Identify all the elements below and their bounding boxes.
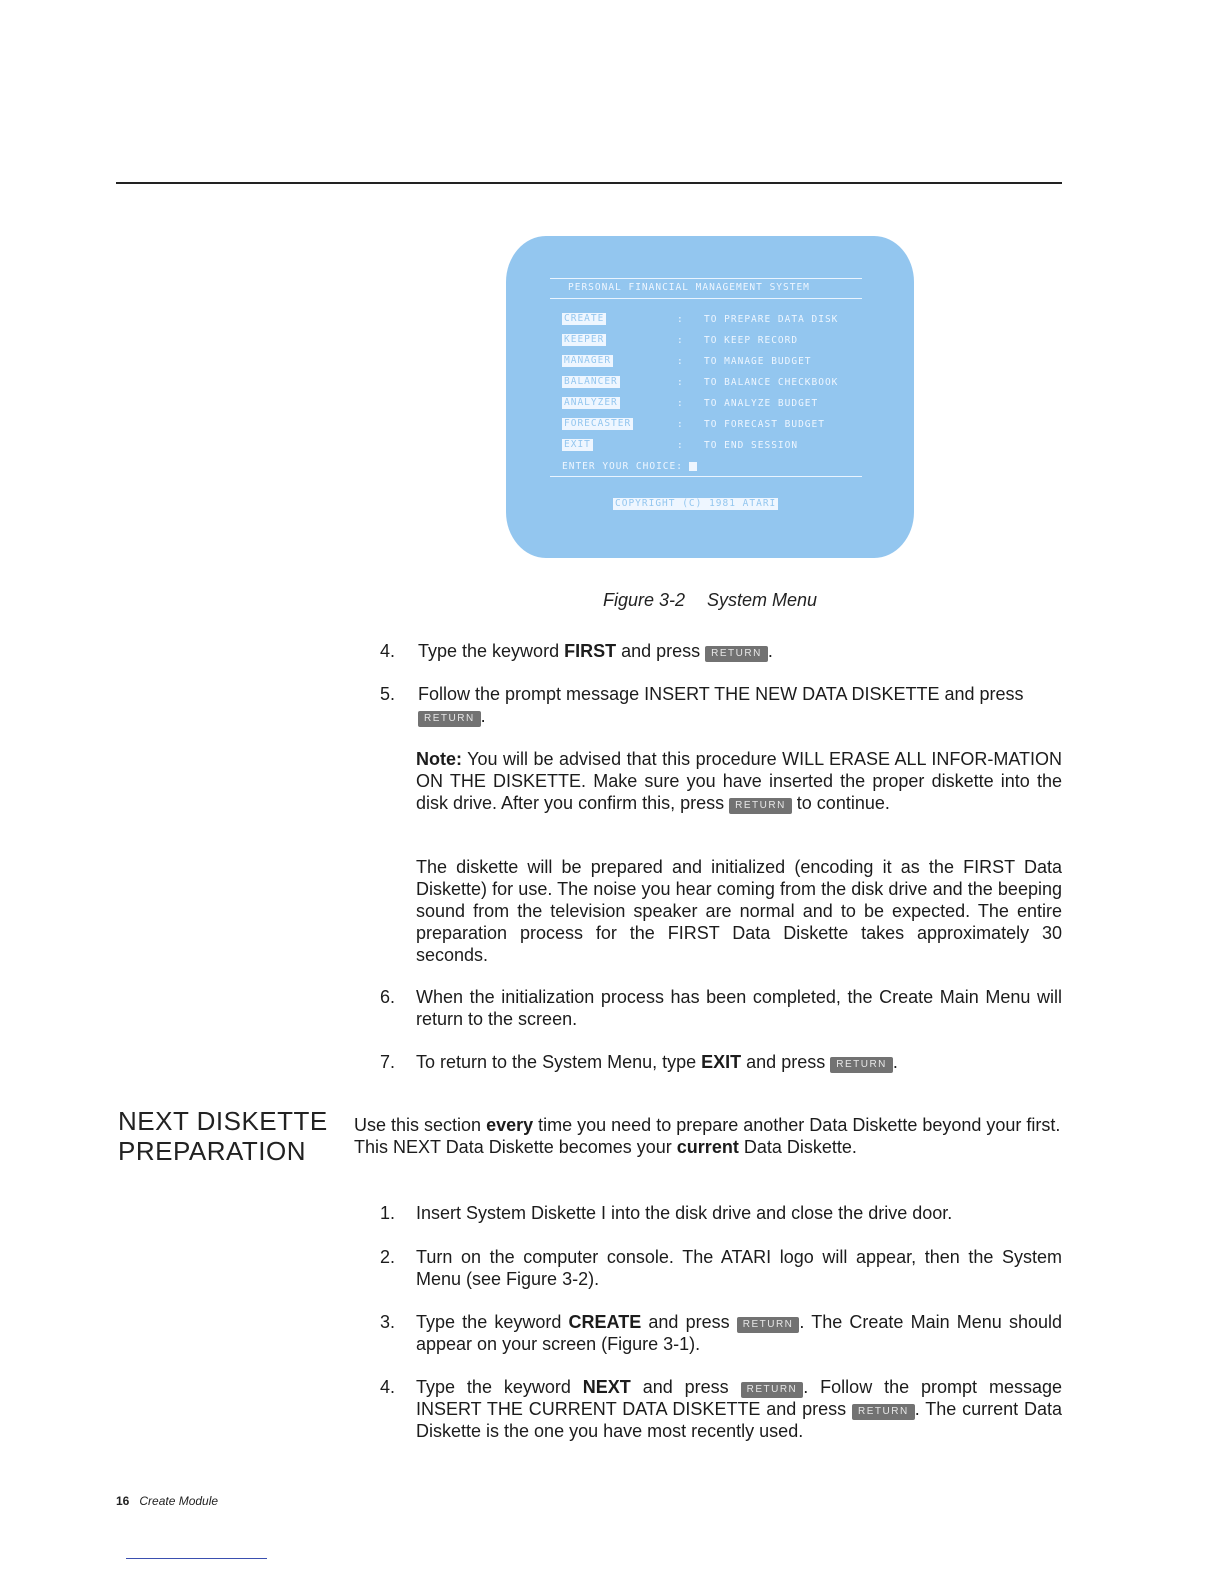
figure-number: Figure 3-2: [602, 590, 685, 610]
step-number: 7.: [380, 1052, 396, 1072]
menu-row-manager: [562, 354, 812, 368]
menu-desc: TO END SESSION: [704, 439, 799, 451]
screen-title: PERSONAL FINANCIAL MANAGEMENT SYSTEM: [568, 282, 810, 293]
menu-row-create: [562, 312, 839, 326]
keyword: FIRST: [564, 641, 617, 661]
screen-rule-bottom: [550, 476, 862, 477]
return-key-icon: RETURN: [737, 1317, 800, 1333]
menu-sep: :: [677, 439, 684, 451]
menu-key: BALANCER: [564, 376, 618, 387]
section-intro: Use this section every time you need to prepare another Data Diskette beyond your first. This NEXT Data Diskette becomes your current Data Diskette.: [354, 1115, 1061, 1157]
step-number: 3.: [380, 1312, 396, 1332]
prompt-text: ENTER YOUR CHOICE:: [562, 460, 683, 472]
return-key-icon: RETURN: [418, 711, 481, 727]
figure-title: System Menu: [707, 590, 818, 610]
menu-row-analyzer: [562, 396, 819, 410]
menu-key: KEEPER: [564, 334, 605, 345]
step-number: 1.: [380, 1203, 396, 1223]
menu-desc: TO PREPARE DATA DISK: [704, 313, 839, 325]
menu-row-balancer: [562, 375, 839, 389]
page-footer: [116, 1494, 218, 1508]
copyright-text: COPYRIGHT (C) 1981 ATARI: [615, 498, 777, 509]
return-key-icon: RETURN: [705, 646, 768, 662]
menu-sep: :: [677, 418, 684, 430]
keyword: NEXT: [582, 1377, 631, 1397]
step-text: Type the keyword NEXT and press RETURN . Follow the prompt message INSERT THE CURRENT DATA DISKETTE and press RETURN . The current Data Diskette is the one you have most recently used.: [416, 1377, 1062, 1441]
step-text: Turn on the computer console. The ATARI logo will appear, then the System Menu (see Figure 3-2).: [416, 1247, 1062, 1289]
page-number: 16: [116, 1494, 130, 1508]
screen-rule-title: [550, 298, 862, 299]
step-number: 2.: [380, 1247, 396, 1267]
keyword: EXIT: [701, 1052, 742, 1072]
menu-key: FORECASTER: [564, 418, 632, 429]
menu-desc: TO BALANCE CHECKBOOK: [704, 376, 839, 388]
step-number: 4.: [380, 641, 396, 661]
menu-row-exit: [562, 438, 799, 452]
bottom-rule: [126, 1558, 267, 1559]
section-heading-line1: NEXT DISKETTE: [118, 1106, 328, 1136]
header-rule: [116, 182, 1062, 184]
step-text: When the initialization process has been completed, the Create Main Menu will return to the screen.: [416, 987, 1062, 1029]
step-number: 6.: [380, 987, 396, 1007]
figure-caption: [540, 590, 880, 611]
step-text: To return to the System Menu, type EXIT and press RETURN .: [416, 1052, 898, 1072]
module-name: Create Module: [139, 1494, 219, 1508]
screen-rule-top: [550, 278, 862, 279]
return-key-icon: RETURN: [852, 1404, 915, 1420]
menu-desc: TO FORECAST BUDGET: [704, 418, 825, 430]
choice-prompt: [562, 459, 697, 473]
cursor-block: [689, 462, 697, 471]
section-heading-line2: PREPARATION: [118, 1136, 307, 1166]
copyright-line: [613, 498, 778, 510]
menu-sep: :: [677, 397, 684, 409]
system-menu-screen: [506, 236, 914, 558]
preparation-paragraph: The diskette will be prepared and initialized (encoding it as the FIRST Data Diskette) for use. The noise you hear coming from the disk drive and the beeping sound from the television speaker are normal and to be expected. The entire preparation process for the FIRST Data Diskette takes approximately 30 seconds.: [416, 857, 1062, 965]
menu-sep: :: [677, 376, 684, 388]
step-text: Type the keyword FIRST and press RETURN .: [418, 641, 773, 661]
menu-key: MANAGER: [564, 355, 612, 366]
menu-sep: :: [677, 313, 684, 325]
step-number: 5.: [380, 684, 396, 704]
menu-key: EXIT: [564, 439, 591, 450]
menu-row-forecaster: [562, 417, 825, 431]
return-key-icon: RETURN: [741, 1382, 804, 1398]
menu-key: CREATE: [564, 313, 605, 324]
menu-desc: TO MANAGE BUDGET: [704, 355, 812, 367]
note-paragraph: Note: You will be advised that this procedure WILL ERASE ALL INFOR-MATION ON THE DISKETTE. Make sure you have inserted the proper diskette into the disk drive. After you confirm this, press RETURN to continue.: [416, 749, 1062, 813]
return-key-icon: RETURN: [830, 1057, 893, 1073]
keyword: CREATE: [568, 1312, 642, 1332]
note-label: Note:: [416, 749, 462, 769]
step-text: Follow the prompt message INSERT THE NEW DATA DISKETTE and press RETURN .: [418, 684, 1024, 726]
menu-row-keeper: [562, 333, 799, 347]
step-text: Insert System Diskette I into the disk drive and close the drive door.: [416, 1203, 953, 1223]
menu-key: ANALYZER: [564, 397, 618, 408]
menu-desc: TO KEEP RECORD: [704, 334, 799, 346]
step-text: Type the keyword CREATE and press RETURN . The Create Main Menu should appear on your screen (Figure 3-1).: [416, 1312, 1062, 1354]
step-number: 4.: [380, 1377, 396, 1397]
menu-sep: :: [677, 355, 684, 367]
return-key-icon: RETURN: [729, 798, 792, 814]
menu-sep: :: [677, 334, 684, 346]
section-heading: [118, 1106, 338, 1166]
menu-desc: TO ANALYZE BUDGET: [704, 397, 819, 409]
